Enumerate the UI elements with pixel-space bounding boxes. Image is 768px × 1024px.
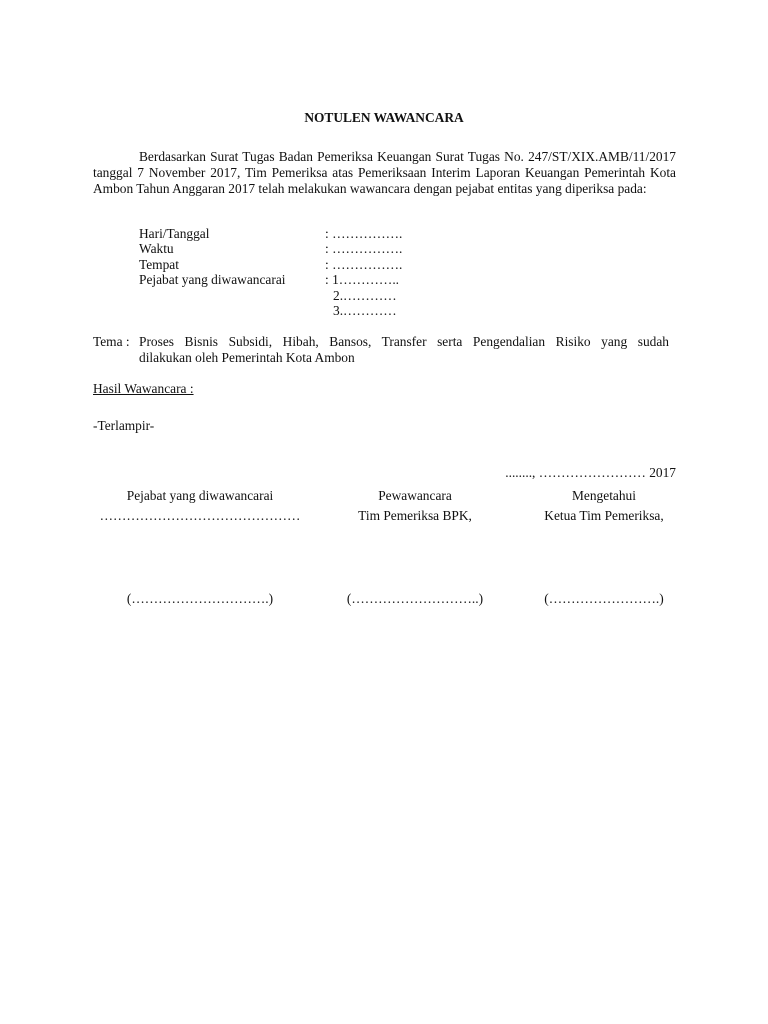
- signature-subtitle: Ketua Tim Pemeriksa,: [544, 508, 664, 523]
- signature-title: Pewawancara: [378, 488, 452, 503]
- signature-subtitle: ………………………………………: [99, 508, 301, 523]
- terlampir-text: -Terlampir-: [93, 418, 155, 433]
- signature-block-mengetahui: [494, 488, 714, 528]
- field-value-tempat: : …………….: [325, 257, 403, 272]
- tema-label: Tema :: [93, 334, 130, 349]
- field-value-hari-tanggal: : …………….: [325, 226, 403, 241]
- signature-title: Pejabat yang diwawancarai: [126, 488, 274, 503]
- field-value-waktu: : …………….: [325, 241, 403, 256]
- field-label-tempat: Tempat: [139, 257, 179, 272]
- hasil-wawancara-heading: Hasil Wawancara :: [93, 381, 194, 396]
- tema-text-line1: Proses Bisnis Subsidi, Hibah, Bansos, Transfer serta Pengendalian Risiko yang sudah: [139, 334, 669, 349]
- field-value-pejabat-3: 3.…………: [333, 303, 397, 318]
- field-label-pejabat: Pejabat yang diwawancarai: [139, 272, 286, 287]
- tema-text-line2: dilakukan oleh Pemerintah Kota Ambon: [139, 350, 355, 365]
- place-date-line: ........, …………………… 2017: [505, 465, 676, 480]
- field-label-hari-tanggal: Hari/Tanggal: [139, 226, 210, 241]
- intro-text: Berdasarkan Surat Tugas Badan Pemeriksa Keuangan Surat Tugas No. 247/ST/XIX.AMB/11/2017 tanggal 7 November 2017, Tim Pemeriksa atas Pemeriksaan Interim Laporan Keuangan Pemerintah Kota Ambon Tahun Anggaran 2017 telah melakukan wawancara dengan pejabat entitas yang diperiksa pada:: [93, 149, 676, 196]
- signature-block-pejabat: [90, 488, 310, 528]
- document-title: NOTULEN WAWANCARA: [304, 110, 464, 125]
- signature-title: Mengetahui: [572, 488, 636, 503]
- signature-name-placeholder-pejabat: (………………………….): [126, 591, 274, 606]
- field-value-pejabat-1: : 1…………..: [325, 272, 400, 287]
- signature-name-placeholder-mengetahui: (…………………….): [544, 591, 664, 606]
- signature-subtitle: Tim Pemeriksa BPK,: [358, 508, 472, 523]
- signature-name-placeholder-pewawancara: (………………………..): [346, 591, 484, 606]
- intro-paragraph: [93, 149, 676, 197]
- field-value-pejabat-2: 2.…………: [333, 288, 397, 303]
- signature-block-pewawancara: [305, 488, 525, 528]
- field-label-waktu: Waktu: [139, 241, 174, 256]
